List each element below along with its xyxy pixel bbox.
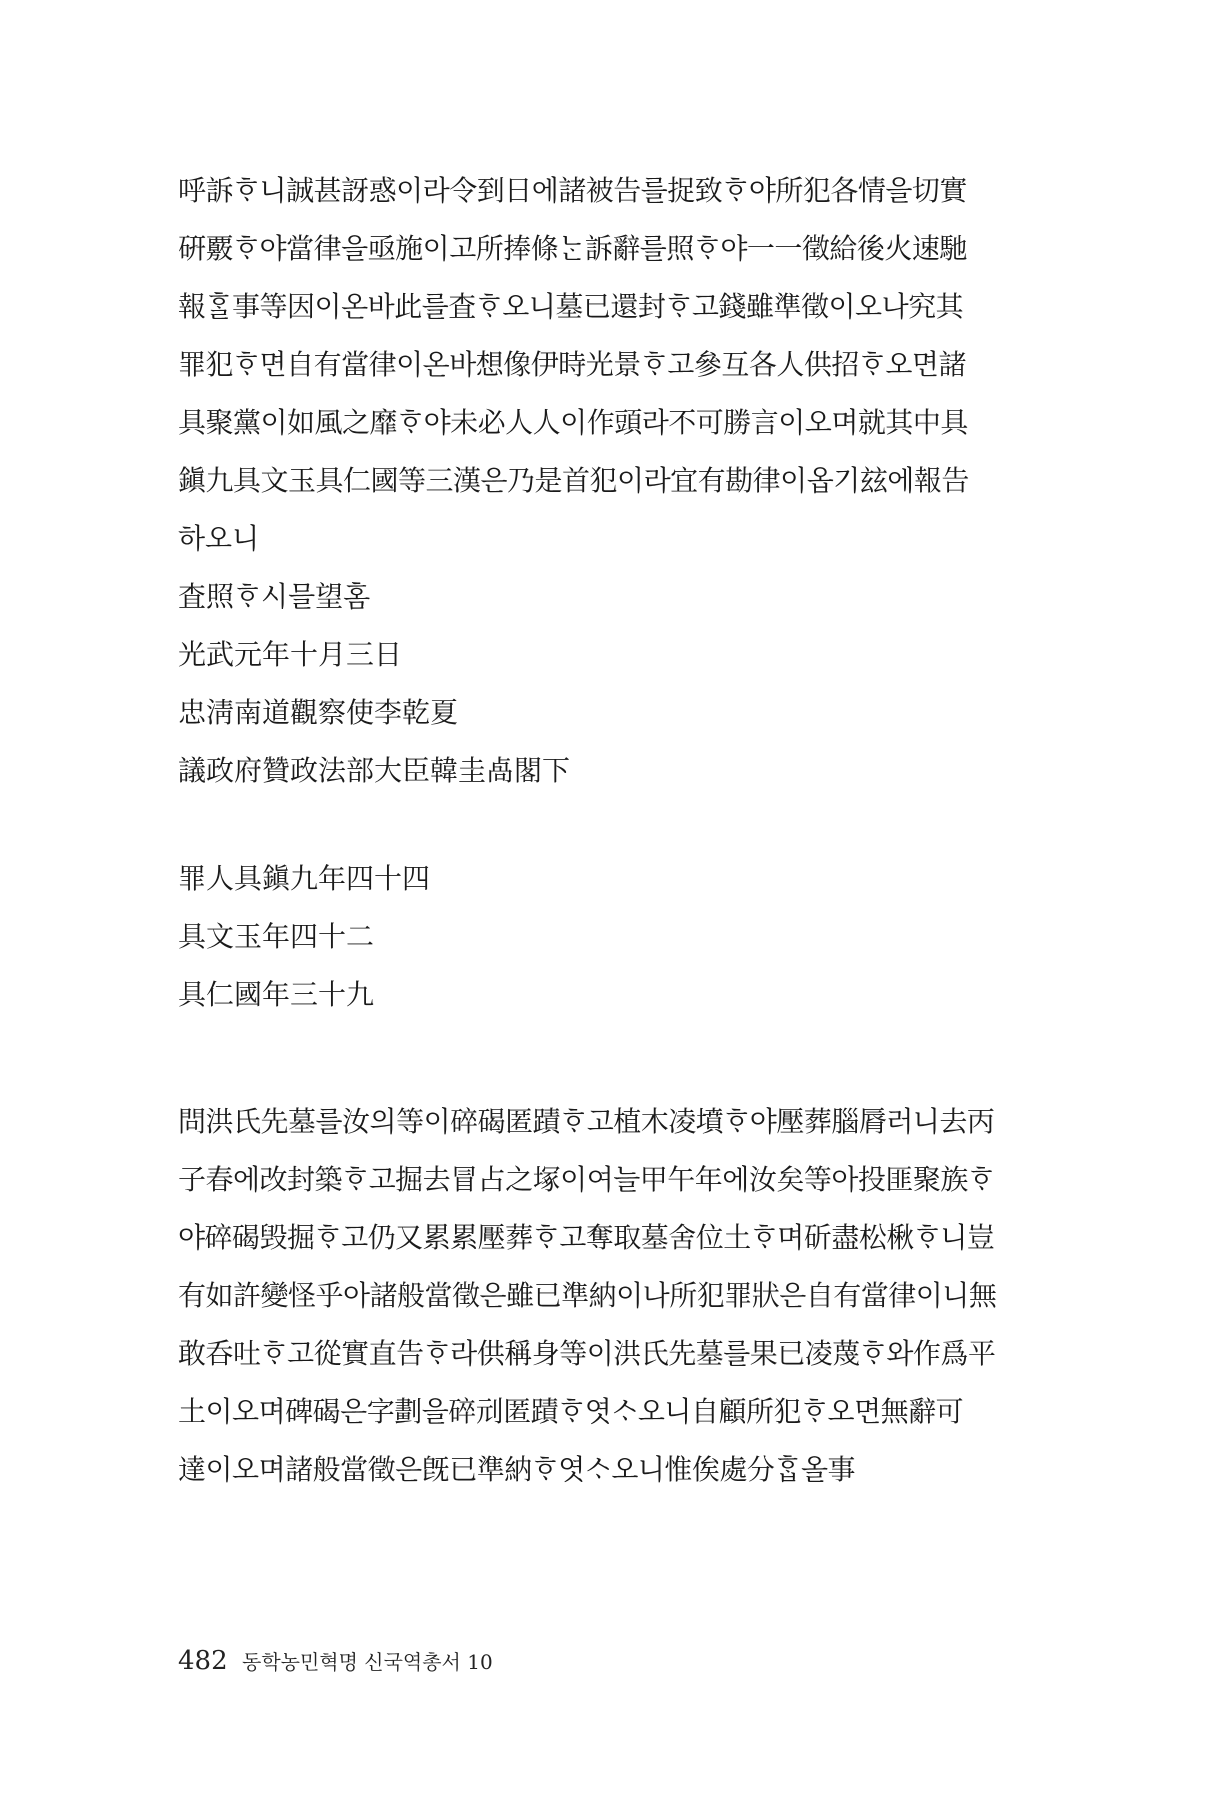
report-paragraph	[178, 162, 1058, 800]
criminal-list	[178, 850, 1058, 1024]
closing-request: 査照ᄒᆞ시믈望홈	[178, 580, 371, 613]
text-line: 具聚黨이如風之靡ᄒᆞ야未必人人이作頭라不可勝言이오며就其中具	[178, 406, 968, 439]
text-line: 報ᄒᆞᆯ事等因이온바此를査ᄒᆞ오니墓已還封ᄒᆞ고錢雖準徵이오나究其	[178, 290, 964, 323]
text-line: 야碎碣毁掘ᄒᆞ고仍又累累壓葬ᄒᆞ고奪取墓舍位土ᄒᆞ며斫盡松楸ᄒᆞ니豈	[178, 1221, 995, 1254]
page-number: 482	[178, 1646, 228, 1676]
sender-line: 忠淸南道觀察使李乾夏	[178, 696, 459, 729]
text-line: 敢呑吐ᄒᆞ고從實直告ᄒᆞ라供稱身等이洪氏先墓를果已凌蔑ᄒᆞ와作爲平	[178, 1337, 996, 1370]
text-line: 問洪氏先墓를汝의等이碎碣匿蹟ᄒᆞ고植木凌墳ᄒᆞ야壓葬腦脣러니去丙	[178, 1105, 995, 1138]
text-line: 鎭九具文玉具仁國等三漢은乃是首犯이라宜有勘律이옵기玆에報告	[178, 464, 969, 497]
recipient-line: 議政府贊政法部大臣韓圭卨閣下	[178, 754, 571, 787]
text-line: 硏覈ᄒᆞ야當律을亟施이고所捧條ᄂᆞᆫ訴辭를照ᄒᆞ야一一徵給後火速馳	[178, 232, 967, 265]
interrogation-paragraph	[178, 1093, 1058, 1499]
criminal-entry: 具仁國年三十九	[178, 978, 375, 1011]
criminal-entry: 罪人具鎭九年四十四	[178, 862, 431, 895]
text-line: 呼訴ᄒᆞ니誠甚訝惑이라令到日에諸被告를捉致ᄒᆞ야所犯各情을切實	[178, 174, 967, 207]
text-line: 罪犯ᄒᆞ면自有當律이온바想像伊時光景ᄒᆞ고參互各人供招ᄒᆞ오면諸	[178, 348, 966, 381]
text-line: 하오니	[178, 522, 260, 555]
text-line: 子春에改封築ᄒᆞ고掘去冒占之塚이여늘甲午年에汝矣等아投匪聚族ᄒᆞ	[178, 1163, 995, 1196]
report-date: 光武元年十月三日	[178, 638, 403, 671]
criminal-entry: 具文玉年四十二	[178, 920, 375, 953]
text-line: 土이오며碑碣은字劃을碎刓匿蹟ᄒᆞ엿ᄉᆞ오니自顧所犯ᄒᆞ오면無辭可	[178, 1395, 964, 1428]
text-line: 達이오며諸般當徵은旣已準納ᄒᆞ엿ᄉᆞ오니惟俟處分ᄒᆞᆸ올事	[178, 1453, 856, 1486]
page-footer	[178, 1646, 493, 1676]
text-line: 有如許變怪乎아諸般當徵은雖已準納이나所犯罪狀은自有當律이니無	[178, 1279, 997, 1312]
book-title: 동학농민혁명 신국역총서 10	[242, 1650, 493, 1674]
